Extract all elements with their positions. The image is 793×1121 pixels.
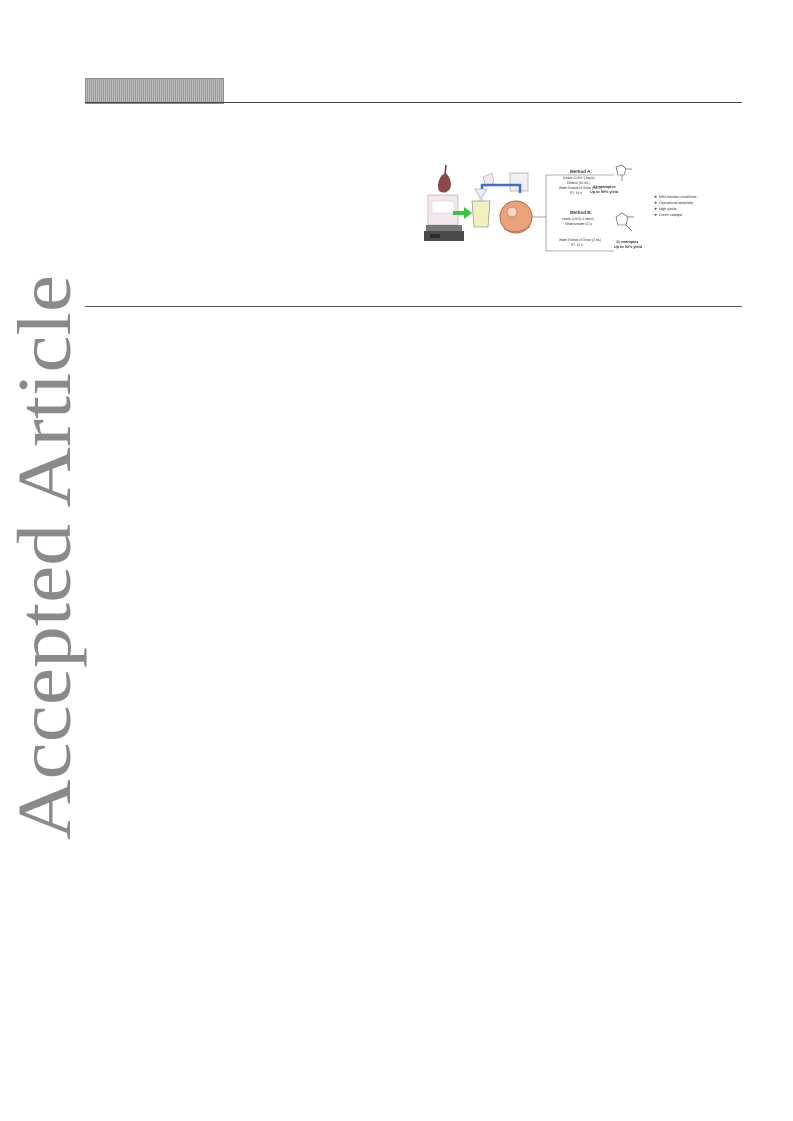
watermark-text: Accepted Article — [3, 327, 87, 840]
method-b-condition: RT, 12 h — [571, 243, 583, 247]
flask-image — [500, 201, 532, 233]
svg-text:❖: ❖ — [654, 213, 658, 217]
product-structure-a — [616, 165, 632, 181]
method-a-condition: Ethanol (10 mL) — [567, 181, 590, 185]
benefit-item: Green catalyst — [659, 213, 683, 217]
method-b-count: 11 examples — [616, 240, 639, 244]
method-b-condition: Ethanol/water (2:1) — [565, 222, 592, 226]
section-header-tab — [85, 78, 224, 104]
method-a-count: 21 examples — [593, 185, 616, 189]
footer-rule — [85, 306, 742, 307]
benefit-item: Operational simplicity — [659, 201, 694, 205]
benefit-item: Mild reaction conditions — [659, 195, 697, 199]
balance-image — [424, 195, 464, 241]
benefits-list — [654, 195, 697, 217]
method-b-title: Method B: — [570, 210, 592, 215]
method-b-condition: Indole-3-Hl (0.3 mmol) — [562, 217, 594, 221]
graphical-abstract — [420, 155, 697, 255]
accepted-article-watermark — [0, 270, 87, 840]
method-a-condition: Water Extract of Onion (WEO) — [559, 186, 602, 190]
svg-text:❖: ❖ — [654, 207, 658, 211]
method-a-condition: (Indole-3-Hl 0.1 equiv) — [563, 176, 595, 180]
svg-text:❖: ❖ — [654, 201, 658, 205]
method-a-condition: RT, 15 h — [570, 191, 582, 195]
method-b-condition: Water Extract of Onion (2 mL) — [559, 238, 602, 242]
header-rule — [85, 102, 742, 103]
onion-image — [438, 165, 451, 193]
svg-text:❖: ❖ — [654, 195, 658, 199]
method-a-title: Method A: — [570, 169, 592, 174]
benefit-item: High yields — [659, 207, 677, 211]
method-b-yield: Up to 92% yield — [614, 245, 643, 249]
method-a-yield: Up to 95% yield — [590, 190, 619, 194]
product-structure-b — [616, 213, 634, 231]
